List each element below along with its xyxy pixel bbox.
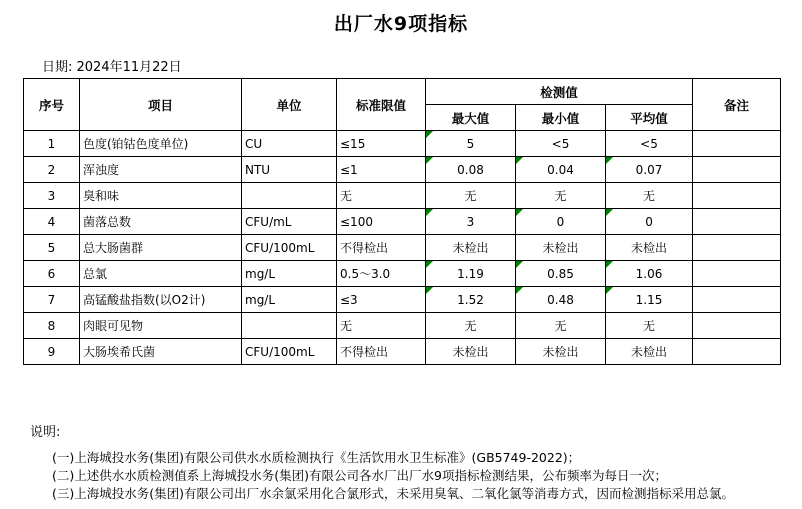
- cell-no-text: 6: [47, 266, 56, 281]
- water-quality-table: [23, 78, 781, 365]
- cell-max-value-text: 3: [466, 214, 475, 229]
- cell-item: [80, 313, 242, 339]
- cell-limit-text: 不得检出: [340, 241, 389, 255]
- table-row: [24, 313, 781, 339]
- cell-avg-value: [606, 261, 693, 287]
- cell-max-value-text: 1.52: [457, 292, 484, 307]
- cell-unit: [242, 235, 337, 261]
- cell-limit-text: 无: [340, 189, 353, 203]
- note-lines: [52, 449, 734, 503]
- cell-max-value: [426, 313, 516, 339]
- page-title: 出厂水9项指标: [333, 13, 469, 35]
- cell-min-value-text: 未检出: [542, 241, 579, 255]
- cell-limit: [337, 339, 426, 365]
- cell-item: [80, 339, 242, 365]
- cell-unit: [242, 131, 337, 157]
- table-row: [24, 261, 781, 287]
- cell-remark: [693, 183, 781, 209]
- cell-unit: [242, 183, 337, 209]
- excel-corner-marker-icon: [426, 209, 433, 216]
- col-header-min: 最小值: [516, 105, 606, 131]
- cell-avg-value: [606, 339, 693, 365]
- cell-no: [24, 131, 80, 157]
- cell-item: [80, 183, 242, 209]
- cell-min-value-text: 0.85: [547, 266, 574, 281]
- excel-corner-marker-icon: [516, 157, 523, 164]
- cell-limit-text: ≤1: [340, 162, 358, 177]
- cell-avg-value-text: <5: [640, 136, 658, 151]
- cell-avg-value: [606, 235, 693, 261]
- cell-item-text: 大肠埃希氏菌: [83, 345, 156, 359]
- col-header-max: 最大值: [426, 105, 516, 131]
- col-header-no: 序号: [24, 79, 80, 131]
- cell-item: [80, 261, 242, 287]
- cell-max-value-text: 无: [464, 319, 477, 333]
- cell-limit-text: 无: [340, 319, 353, 333]
- cell-item-text: 臭和味: [83, 189, 120, 203]
- cell-max-value-text: 1.19: [457, 266, 484, 281]
- cell-avg-value: [606, 313, 693, 339]
- cell-item: [80, 131, 242, 157]
- cell-item-text: 色度(铂钴色度单位): [83, 137, 189, 151]
- table-row: [24, 339, 781, 365]
- cell-limit: [337, 261, 426, 287]
- cell-remark: [693, 261, 781, 287]
- cell-unit-text: CFU/mL: [245, 214, 292, 229]
- excel-corner-marker-icon: [606, 209, 613, 216]
- cell-min-value: [516, 183, 606, 209]
- cell-remark: [693, 287, 781, 313]
- cell-unit-text: CFU/100mL: [245, 344, 315, 359]
- table-header: [24, 79, 781, 131]
- cell-min-value: [516, 157, 606, 183]
- cell-no: [24, 183, 80, 209]
- cell-avg-value-text: 无: [643, 319, 656, 333]
- excel-corner-marker-icon: [606, 287, 613, 294]
- col-header-limit: 标准限值: [337, 79, 426, 131]
- cell-min-value: [516, 313, 606, 339]
- cell-max-value: [426, 209, 516, 235]
- cell-no-text: 7: [47, 292, 56, 307]
- cell-avg-value-text: 1.15: [635, 292, 663, 307]
- notes-section: [30, 421, 734, 503]
- cell-limit: [337, 131, 426, 157]
- cell-limit-text: 不得检出: [340, 345, 389, 359]
- cell-max-value: [426, 183, 516, 209]
- table-row: [24, 183, 781, 209]
- cell-unit-text: CU: [245, 136, 263, 151]
- note-line: (二)上述供水水质检测值系上海城投水务(集团)有限公司各水厂出厂水9项指标检测结果，公布频率为每日一次；: [52, 468, 667, 483]
- cell-no: [24, 261, 80, 287]
- cell-item-text: 高锰酸盐指数(以O2计): [83, 293, 206, 307]
- cell-min-value: [516, 287, 606, 313]
- table-body: [24, 131, 781, 365]
- cell-max-value-text: 未检出: [452, 241, 489, 255]
- col-header-avg: 平均值: [606, 105, 693, 131]
- cell-unit: [242, 209, 337, 235]
- cell-no: [24, 339, 80, 365]
- cell-no-text: 5: [47, 240, 56, 255]
- report-date: 日期: 2024年11月22日: [42, 60, 182, 75]
- cell-no-text: 9: [47, 344, 56, 359]
- header-row-1: [24, 79, 781, 105]
- cell-unit-text: mg/L: [245, 292, 276, 307]
- cell-limit-text: ≤100: [340, 214, 373, 229]
- cell-limit: [337, 209, 426, 235]
- excel-corner-marker-icon: [426, 261, 433, 268]
- excel-corner-marker-icon: [516, 287, 523, 294]
- cell-item: [80, 157, 242, 183]
- cell-limit: [337, 157, 426, 183]
- excel-corner-marker-icon: [426, 157, 433, 164]
- cell-item-text: 肉眼可见物: [83, 319, 144, 333]
- table-row: [24, 131, 781, 157]
- cell-avg-value: [606, 183, 693, 209]
- cell-max-value: [426, 235, 516, 261]
- cell-avg-value-text: 无: [643, 189, 656, 203]
- cell-item: [80, 287, 242, 313]
- cell-max-value-text: 无: [464, 189, 477, 203]
- cell-no: [24, 235, 80, 261]
- cell-unit-text: mg/L: [245, 266, 276, 281]
- cell-limit: [337, 287, 426, 313]
- excel-corner-marker-icon: [426, 131, 433, 138]
- cell-remark: [693, 235, 781, 261]
- table-row: [24, 209, 781, 235]
- cell-no-text: 8: [47, 318, 56, 333]
- cell-limit: [337, 183, 426, 209]
- cell-item-text: 菌落总数: [83, 215, 132, 229]
- cell-remark: [693, 157, 781, 183]
- cell-avg-value-text: 未检出: [631, 345, 668, 359]
- cell-max-value-text: 5: [466, 136, 475, 151]
- notes-label: 说明:: [30, 425, 61, 440]
- cell-limit: [337, 313, 426, 339]
- cell-item-text: 浑浊度: [83, 163, 120, 177]
- cell-avg-value-text: 0.07: [635, 162, 663, 177]
- cell-item: [80, 209, 242, 235]
- excel-corner-marker-icon: [606, 261, 613, 268]
- cell-min-value: [516, 261, 606, 287]
- cell-unit: [242, 313, 337, 339]
- cell-min-value-text: 0.04: [547, 162, 574, 177]
- cell-remark: [693, 313, 781, 339]
- cell-unit-text: NTU: [245, 162, 271, 177]
- cell-item-text: 总大肠菌群: [83, 241, 144, 255]
- cell-avg-value: [606, 209, 693, 235]
- cell-avg-value-text: 1.06: [635, 266, 663, 281]
- cell-avg-value: [606, 287, 693, 313]
- cell-max-value: [426, 157, 516, 183]
- table-row: [24, 157, 781, 183]
- cell-min-value-text: 无: [554, 189, 567, 203]
- cell-limit-text: 0.5～3.0: [340, 267, 391, 281]
- cell-limit: [337, 235, 426, 261]
- cell-remark: [693, 209, 781, 235]
- cell-remark: [693, 339, 781, 365]
- cell-min-value-text: 无: [554, 319, 567, 333]
- col-header-item: 项目: [80, 79, 242, 131]
- excel-corner-marker-icon: [606, 157, 613, 164]
- cell-limit-text: ≤15: [340, 136, 366, 151]
- cell-min-value-text: 未检出: [542, 345, 579, 359]
- cell-no: [24, 287, 80, 313]
- cell-avg-value-text: 0: [645, 214, 653, 229]
- cell-unit-text: CFU/100mL: [245, 240, 315, 255]
- cell-no-text: 1: [47, 136, 56, 151]
- cell-item: [80, 235, 242, 261]
- cell-no-text: 3: [47, 188, 56, 203]
- cell-unit: [242, 339, 337, 365]
- cell-max-value-text: 未检出: [452, 345, 489, 359]
- cell-no: [24, 209, 80, 235]
- cell-unit: [242, 157, 337, 183]
- cell-max-value-text: 0.08: [457, 162, 484, 177]
- cell-limit-text: ≤3: [340, 292, 358, 307]
- excel-corner-marker-icon: [426, 287, 433, 294]
- table-row: [24, 235, 781, 261]
- cell-item-text: 总氯: [83, 267, 108, 281]
- cell-max-value: [426, 131, 516, 157]
- col-header-remark: 备注: [693, 79, 781, 131]
- cell-no-text: 4: [47, 214, 56, 229]
- note-line: (三)上海城投水务(集团)有限公司出厂水余氯采用化合氯形式，未采用臭氧、二氧化氯等消毒方式，因而检测指标采用总氯。: [52, 486, 735, 501]
- cell-min-value-text: 0: [556, 214, 565, 229]
- cell-min-value-text: 0.48: [547, 292, 574, 307]
- cell-min-value: [516, 339, 606, 365]
- cell-unit: [242, 287, 337, 313]
- cell-min-value: [516, 235, 606, 261]
- cell-avg-value: [606, 157, 693, 183]
- cell-no: [24, 313, 80, 339]
- cell-max-value: [426, 287, 516, 313]
- cell-avg-value-text: 未检出: [631, 241, 668, 255]
- cell-min-value: [516, 209, 606, 235]
- cell-no: [24, 157, 80, 183]
- cell-max-value: [426, 339, 516, 365]
- cell-max-value: [426, 261, 516, 287]
- cell-unit: [242, 261, 337, 287]
- cell-remark: [693, 131, 781, 157]
- cell-no-text: 2: [47, 162, 56, 177]
- excel-corner-marker-icon: [516, 209, 523, 216]
- col-header-unit: 单位: [242, 79, 337, 131]
- note-line: (一)上海城投水务(集团)有限公司供水水质检测执行《生活饮用水卫生标准》(GB5749-2022)；: [52, 450, 581, 465]
- table-row: [24, 287, 781, 313]
- cell-min-value: [516, 131, 606, 157]
- col-header-detection-group: 检测值: [426, 79, 693, 105]
- excel-corner-marker-icon: [516, 261, 523, 268]
- cell-avg-value: [606, 131, 693, 157]
- cell-min-value-text: <5: [551, 136, 570, 151]
